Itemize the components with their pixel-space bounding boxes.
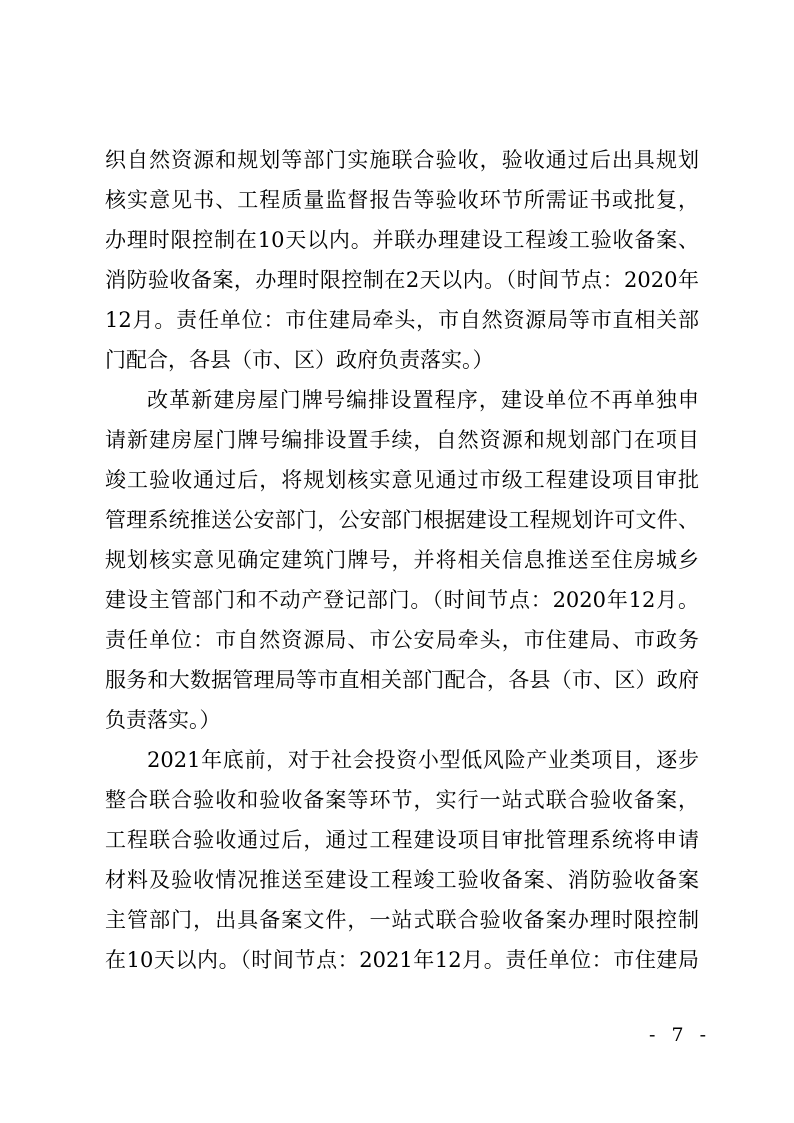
text-line: 规划核实意见确定建筑门牌号，并将相关信息推送至住房城乡: [105, 548, 699, 572]
text-line: 核实意见书、工程质量监督报告等验收环节所需证书或批复，: [105, 188, 699, 212]
page-number: - 7 -: [648, 1024, 711, 1046]
text-line: 服务和大数据管理局等市直相关部门配合，各县（市、区）政府: [105, 668, 699, 692]
text-line: 工程联合验收通过后，通过工程建设项目审批管理系统将申请: [105, 828, 699, 852]
text-line: 竣工验收通过后，将规划核实意见通过市级工程建设项目审批: [105, 468, 699, 492]
text-line: 负责落实。）: [105, 708, 221, 732]
text-line: 办理时限控制在10天以内。并联办理建设工程竣工验收备案、: [105, 228, 699, 252]
text-line: 消防验收备案，办理时限控制在2天以内。（时间节点：2020年: [105, 268, 699, 292]
text-line: 材料及验收情况推送至建设工程竣工验收备案、消防验收备案: [105, 868, 699, 892]
text-line: 请新建房屋门牌号编排设置手续，自然资源和规划部门在项目: [105, 428, 699, 452]
text-line: 2021年底前，对于社会投资小型低风险产业类项目，逐步: [147, 748, 699, 772]
text-line: 12月。责任单位：市住建局牵头，市自然资源局等市直相关部: [105, 308, 699, 332]
text-line: 织自然资源和规划等部门实施联合验收，验收通过后出具规划: [105, 148, 699, 172]
text-line: 门配合，各县（市、区）政府负责落实。）: [105, 348, 494, 372]
text-line: 建设主管部门和不动产登记部门。（时间节点：2020年12月。: [105, 588, 699, 612]
text-line: 在10天以内。（时间节点：2021年12月。责任单位：市住建局: [105, 948, 699, 972]
text-line: 整合联合验收和验收备案等环节，实行一站式联合验收备案，: [105, 788, 699, 812]
text-line: 管理系统推送公安部门，公安部门根据建设工程规划许可文件、: [105, 508, 699, 532]
text-line: 改革新建房屋门牌号编排设置程序，建设单位不再单独申: [147, 388, 699, 412]
text-line: 责任单位：市自然资源局、市公安局牵头，市住建局、市政务: [105, 628, 699, 652]
text-line: 主管部门，出具备案文件，一站式联合验收备案办理时限控制: [105, 908, 699, 932]
document-body: [105, 140, 699, 980]
